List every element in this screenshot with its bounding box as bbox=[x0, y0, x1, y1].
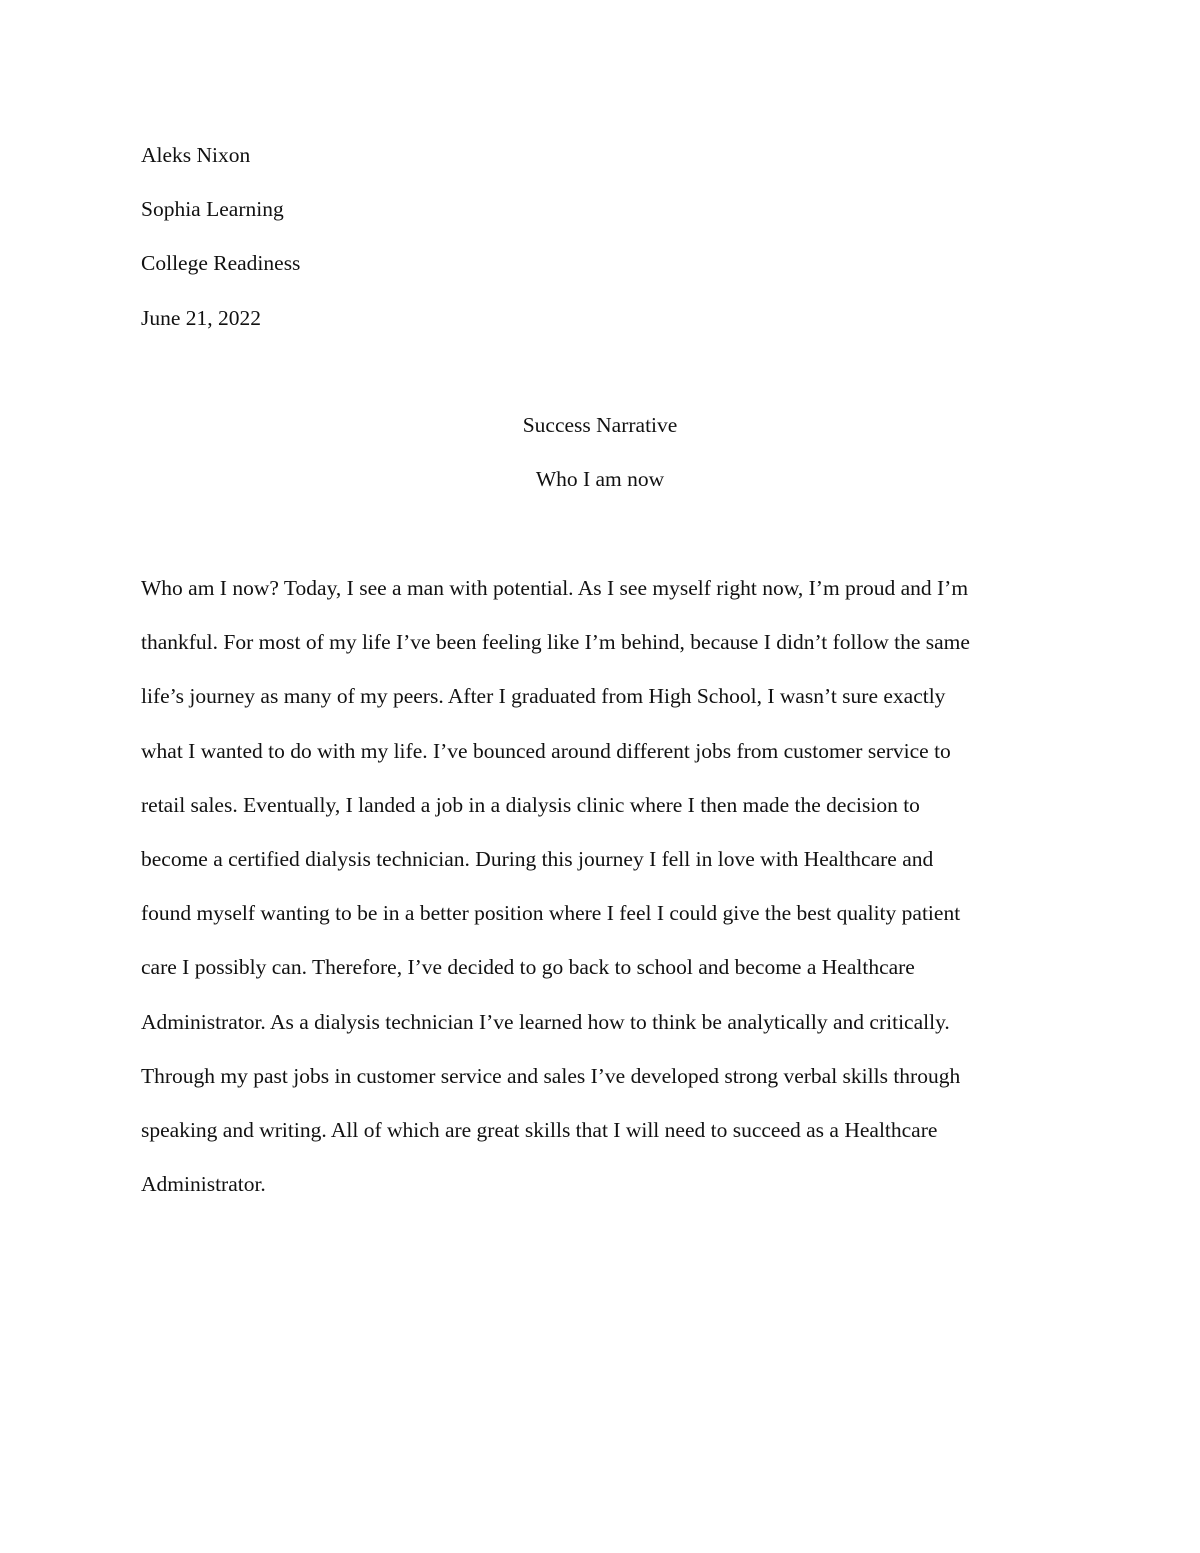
institution-name: Sophia Learning bbox=[141, 197, 284, 222]
body-line: speaking and writing. All of which are great skills that I will need to succeed as a Healthcare bbox=[141, 1117, 938, 1142]
body-line: what I wanted to do with my life. I’ve bounced around different jobs from customer service to bbox=[141, 738, 951, 763]
body-line: Who am I now? Today, I see a man with potential. As I see myself right now, I’m proud and I’m bbox=[141, 576, 969, 600]
title-block bbox=[141, 411, 1059, 519]
body-line: Administrator. As a dialysis technician I’ve learned how to think be analytically and critically. bbox=[141, 1009, 950, 1034]
student-name: Aleks Nixon bbox=[141, 143, 251, 167]
body-line: Through my past jobs in customer service and sales I’ve developed strong verbal skills through bbox=[141, 1063, 961, 1088]
body-line: thankful. For most of my life I’ve been feeling like I’m behind, because I didn’t follow the same bbox=[141, 630, 970, 655]
document-subtitle: Who I am now bbox=[535, 467, 665, 492]
body-line: Administrator. bbox=[141, 1172, 266, 1197]
document-title: Success Narrative bbox=[522, 413, 678, 437]
heading-block bbox=[141, 141, 1059, 358]
body-line: become a certified dialysis technician. During this journey I fell in love with Healthcare and bbox=[141, 846, 934, 871]
course-name: College Readiness bbox=[141, 251, 301, 276]
body-line: found myself wanting to be in a better position where I feel I could give the best quality patient bbox=[141, 901, 961, 926]
body-line: life’s journey as many of my peers. After I graduated from High School, I wasn’t sure exactly bbox=[141, 684, 946, 709]
document-date: June 21, 2022 bbox=[141, 305, 262, 330]
body-line: retail sales. Eventually, I landed a job in a dialysis clinic where I then made the decision to bbox=[141, 792, 920, 817]
body-line: care I possibly can. Therefore, I’ve decided to go back to school and become a Healthcare bbox=[141, 955, 915, 980]
body-paragraph bbox=[141, 574, 1059, 1224]
